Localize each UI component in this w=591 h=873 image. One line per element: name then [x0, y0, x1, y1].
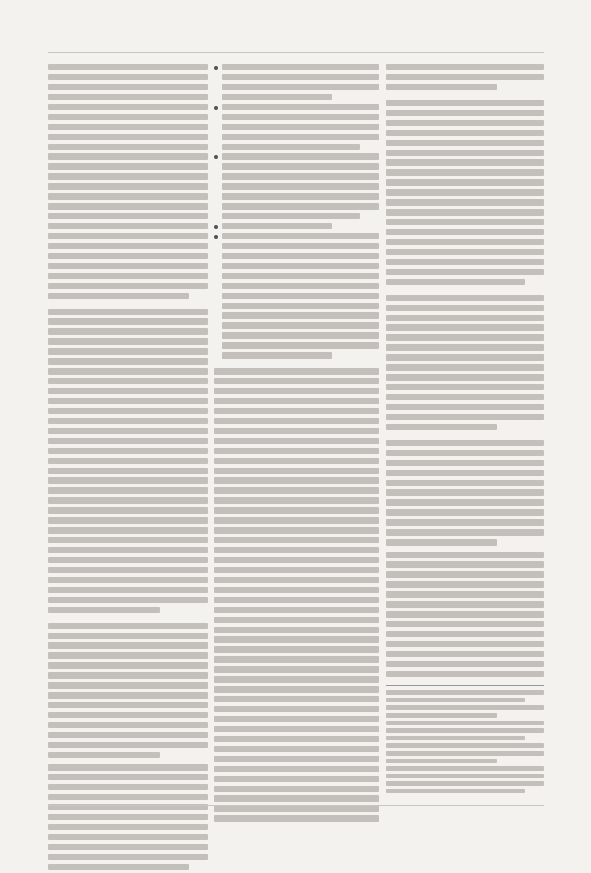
- column-left: [48, 64, 208, 873]
- list-item: [214, 104, 379, 154]
- footnotes: [386, 685, 544, 793]
- column-right: [386, 64, 544, 796]
- paragraph: [386, 295, 544, 431]
- paragraph: [48, 764, 208, 870]
- list-item: [214, 233, 379, 362]
- column-middle: [214, 64, 379, 825]
- paragraph: [48, 309, 208, 614]
- page-header: [48, 30, 544, 44]
- paragraph: [214, 368, 379, 822]
- header-rule: [48, 52, 544, 53]
- paragraph: [386, 64, 544, 90]
- list-item: [214, 223, 379, 233]
- paragraph: [386, 440, 544, 546]
- paragraph: [386, 552, 544, 678]
- paragraph: [48, 623, 208, 759]
- list-item: [214, 64, 379, 104]
- paragraph: [386, 100, 544, 285]
- footer-rule: [48, 805, 544, 806]
- paragraph: [48, 64, 208, 299]
- list-item: [214, 153, 379, 223]
